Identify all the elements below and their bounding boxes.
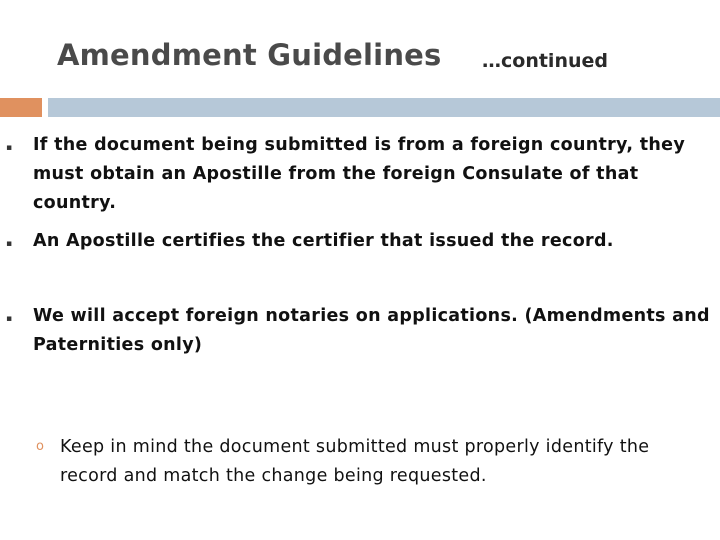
title-continued: …continued <box>482 50 608 72</box>
square-bullet-icon: ▪ <box>6 143 13 153</box>
bullet-1-line-2: must obtain an Apostille from the foreign Consulate of that country. <box>33 164 639 213</box>
slide-title: Amendment Guidelines <box>57 38 442 72</box>
bullet-text-2 <box>33 227 614 256</box>
sub-bullet-line-2: record and match the change being requested. <box>60 466 487 486</box>
circle-bullet-icon: o <box>36 439 44 454</box>
bullet-3-line-1: We will accept foreign notaries on applications. (Amendments and <box>33 306 710 326</box>
bullet-text-3 <box>33 302 710 360</box>
bullet-text-1 <box>33 131 720 218</box>
accent-bar-blue <box>48 98 720 117</box>
bullet-2-line-1: An Apostille certifies the certifier that issued the record. <box>33 231 614 251</box>
bullet-3-line-2: Paternities only) <box>33 335 203 355</box>
accent-bar-orange <box>0 98 42 117</box>
bullet-1-line-1: If the document being submitted is from a foreign country, they <box>33 135 686 155</box>
square-bullet-icon: ▪ <box>6 239 13 249</box>
sub-bullet-line-1: Keep in mind the document submitted must properly identify the <box>60 437 650 457</box>
sub-bullet-text <box>60 433 649 491</box>
square-bullet-icon: ▪ <box>6 314 13 324</box>
